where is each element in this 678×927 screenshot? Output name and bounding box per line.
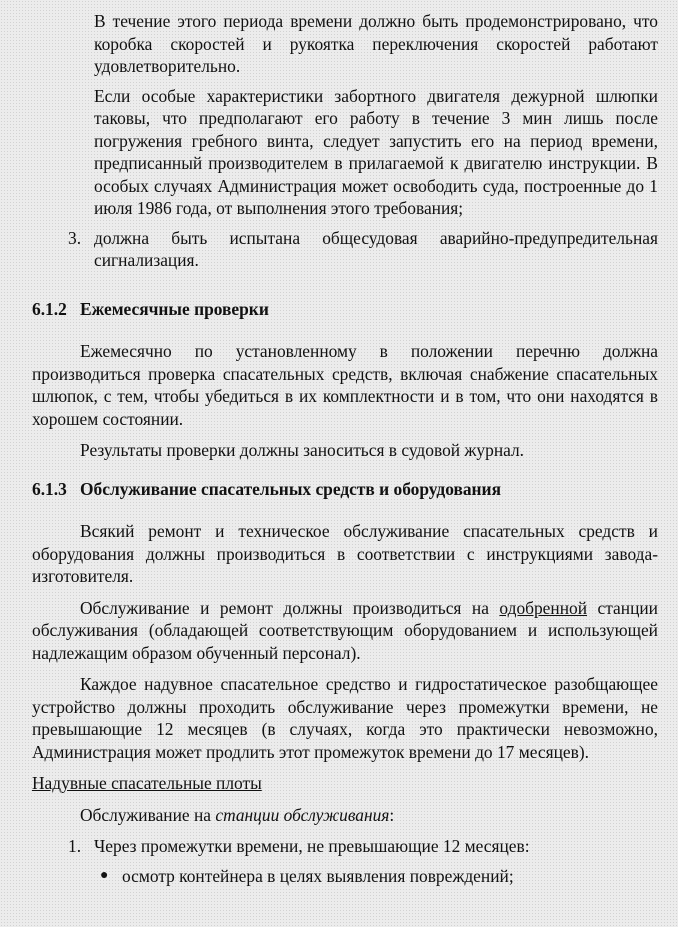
section-heading-6-1-2: [32, 298, 658, 321]
intro-paragraph-2: Если особые характеристики забортного двигателя дежурной шлюпки таковы, что предполагают его работу в течение 3 мин лишь после погружения гребного винта, следует запустить его на период времени, предписанный производителем в прилагаемой к двигателю инструкции. В особых случаях Администрация может освободить суда, построенные до 1 июля 1986 года, от выполнения этого требования;: [94, 85, 658, 218]
paragraph-text: Обслуживание и ремонт должны производиться на: [80, 597, 500, 618]
list-item-number: 3.: [68, 227, 82, 248]
list-item-1: [68, 835, 658, 858]
intro-paragraph-1: В течение этого периода времени должно быть продемонстрировано, что коробка скоростей и рукоятка переключения скоростей работают удовлетворительно.: [94, 11, 658, 76]
list-item-text: Через промежутки времени, не превышающие 12 месяцев:: [94, 836, 530, 856]
section-title: Обслуживание спасательных средств и оборудования: [80, 478, 501, 499]
list-item-3: [68, 227, 658, 272]
list-item-number: 1.: [68, 836, 82, 856]
service-line: [32, 804, 658, 827]
section-title: Ежемесячные проверки: [80, 298, 269, 319]
bullet-text: осмотр контейнера в целях выявления повреждений;: [122, 865, 514, 886]
section-number: 6.1.2: [32, 298, 67, 319]
section-612-paragraph-2: Результаты проверки должны заноситься в судовой журнал.: [80, 440, 525, 460]
bullet-list: [32, 865, 658, 888]
section-613-paragraph-3: Каждое надувное спасательное средство и гидростатическое разобщающее устройство должны проходить обслуживание через промежутки времени, не превышающие 12 месяцев (в случаях, когда это практически невозможно, Администрация может продлить этот промежуток времени до 17 месяцев).: [32, 674, 658, 762]
service-suffix: :: [389, 804, 395, 825]
numbered-list-1: [32, 227, 658, 272]
bullet-item: [100, 865, 658, 888]
underlined-term: одобренной: [499, 597, 588, 618]
intro-block: [94, 10, 658, 220]
section-612-paragraph-1: Ежемесячно по установленному в положении перечню должна производиться проверка спасательных средств, включая снабжение спасательных шлюпок, с тем, чтобы убедиться в их комплектности и в том, что они находятся в хорошем состоянии.: [32, 341, 658, 429]
service-station-term: станции обслуживания: [215, 804, 390, 825]
section-heading-6-1-3: [32, 478, 658, 501]
subheading-inflatable-rafts: Надувные спасательные плоты: [32, 773, 262, 793]
numbered-list-2: [32, 835, 658, 858]
section-613-paragraph-1: Всякий ремонт и техническое обслуживание спасательных средств и оборудования должны производиться в соответствии с инструкциями завода-изготовителя.: [32, 521, 658, 586]
section-number: 6.1.3: [32, 478, 67, 499]
paragraph-text: станции обслуживания (обладающей соответствующим оборудованием и использующей надлежащим образом обученный персонал).: [32, 597, 658, 663]
bullet-icon: ●: [100, 867, 109, 883]
service-prefix: Обслуживание на: [80, 804, 216, 825]
section-613-paragraph-2: [32, 597, 658, 665]
list-item-text: должна быть испытана общесудовая аварийно-предупредительная сигнализация.: [94, 227, 658, 270]
